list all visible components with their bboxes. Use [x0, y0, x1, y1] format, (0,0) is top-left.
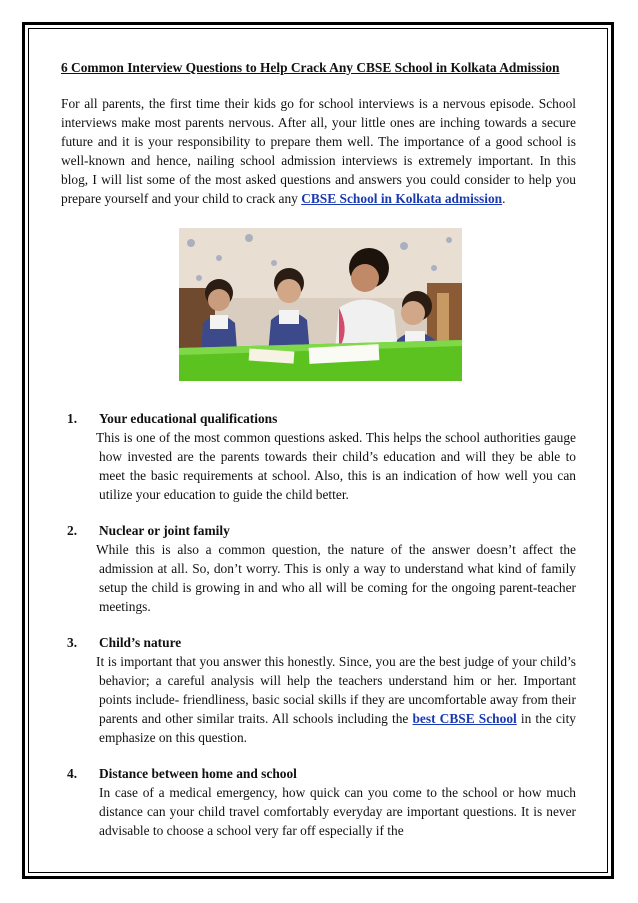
- question-number: 4.: [67, 766, 78, 781]
- question-text-end: in the city emphasize on this question.: [99, 711, 576, 745]
- intro-paragraph: [61, 94, 576, 208]
- question-body: [96, 540, 576, 616]
- intro-text: For all parents, the first time their kids go for school interviews is a nervous episode. School interviews make most parents nervous. After all, your little ones are inching towards a secure future and it is your responsibility to prepare them well. The importance of a good school is well-known and hence, nailing school admission interviews is extremely important. In this blog, I will list some of the most asked questions and answers you could consider to help you prepare yourself and your child to crack any: [61, 96, 576, 206]
- question-text: While this is also a common question, the nature of the answer doesn’t affect the admission at all. So, don’t worry. This is only a way to understand what kind of family setup the child is growing in and who all will be coming for the ongoing parent-teacher meetings.: [96, 542, 576, 614]
- question-text: In case of a medical emergency, how quick can you come to the school or how much distance can your child travel comfortably everyday are important questions. It is never advisable to choose a school very far off especially if the: [99, 785, 576, 838]
- question-number: 2.: [67, 523, 78, 538]
- question-number: 3.: [67, 635, 78, 650]
- question-number: 1.: [67, 411, 78, 426]
- cbse-admission-link[interactable]: CBSE School in Kolkata admission: [301, 191, 503, 206]
- question-heading: [67, 409, 576, 428]
- question-text: It is important that you answer this honestly. Since, you are the best judge of your child’s behavior; a careful analysis will help the teachers understand him or her. Important points include- friendliness, basic social skills if they are uncomfortable away from their parents and other similar traits. All schools including the: [96, 654, 576, 726]
- question-body: [96, 652, 576, 747]
- intro-end: .: [502, 191, 506, 206]
- document-title: 6 Common Interview Questions to Help Crack Any CBSE School in Kolkata Admission: [61, 60, 560, 75]
- question-item: [67, 764, 576, 840]
- question-title: Nuclear or joint family: [99, 523, 230, 538]
- question-title: Child’s nature: [99, 635, 182, 650]
- question-title: Your educational qualifications: [99, 411, 278, 426]
- question-item: [67, 521, 576, 616]
- question-list: [61, 409, 576, 840]
- question-text: This is one of the most common questions asked. This helps the school authorities gauge how invested are the parents towards their child’s education and will they be able to meet the basic requirements at school. Also, this is an indication of how well you can utilize your education to guide the child better.: [96, 430, 576, 502]
- document-body: [61, 58, 576, 857]
- classroom-illustration: [179, 228, 462, 381]
- question-title: Distance between home and school: [99, 766, 297, 781]
- question-body: [96, 428, 576, 504]
- question-heading: [67, 764, 576, 783]
- question-item: [67, 409, 576, 504]
- question-heading: [67, 633, 576, 652]
- classroom-photo: [179, 228, 462, 381]
- question-heading: [67, 521, 576, 540]
- best-cbse-school-link[interactable]: best CBSE School: [412, 711, 517, 726]
- question-item: [67, 633, 576, 747]
- question-body: [99, 783, 576, 840]
